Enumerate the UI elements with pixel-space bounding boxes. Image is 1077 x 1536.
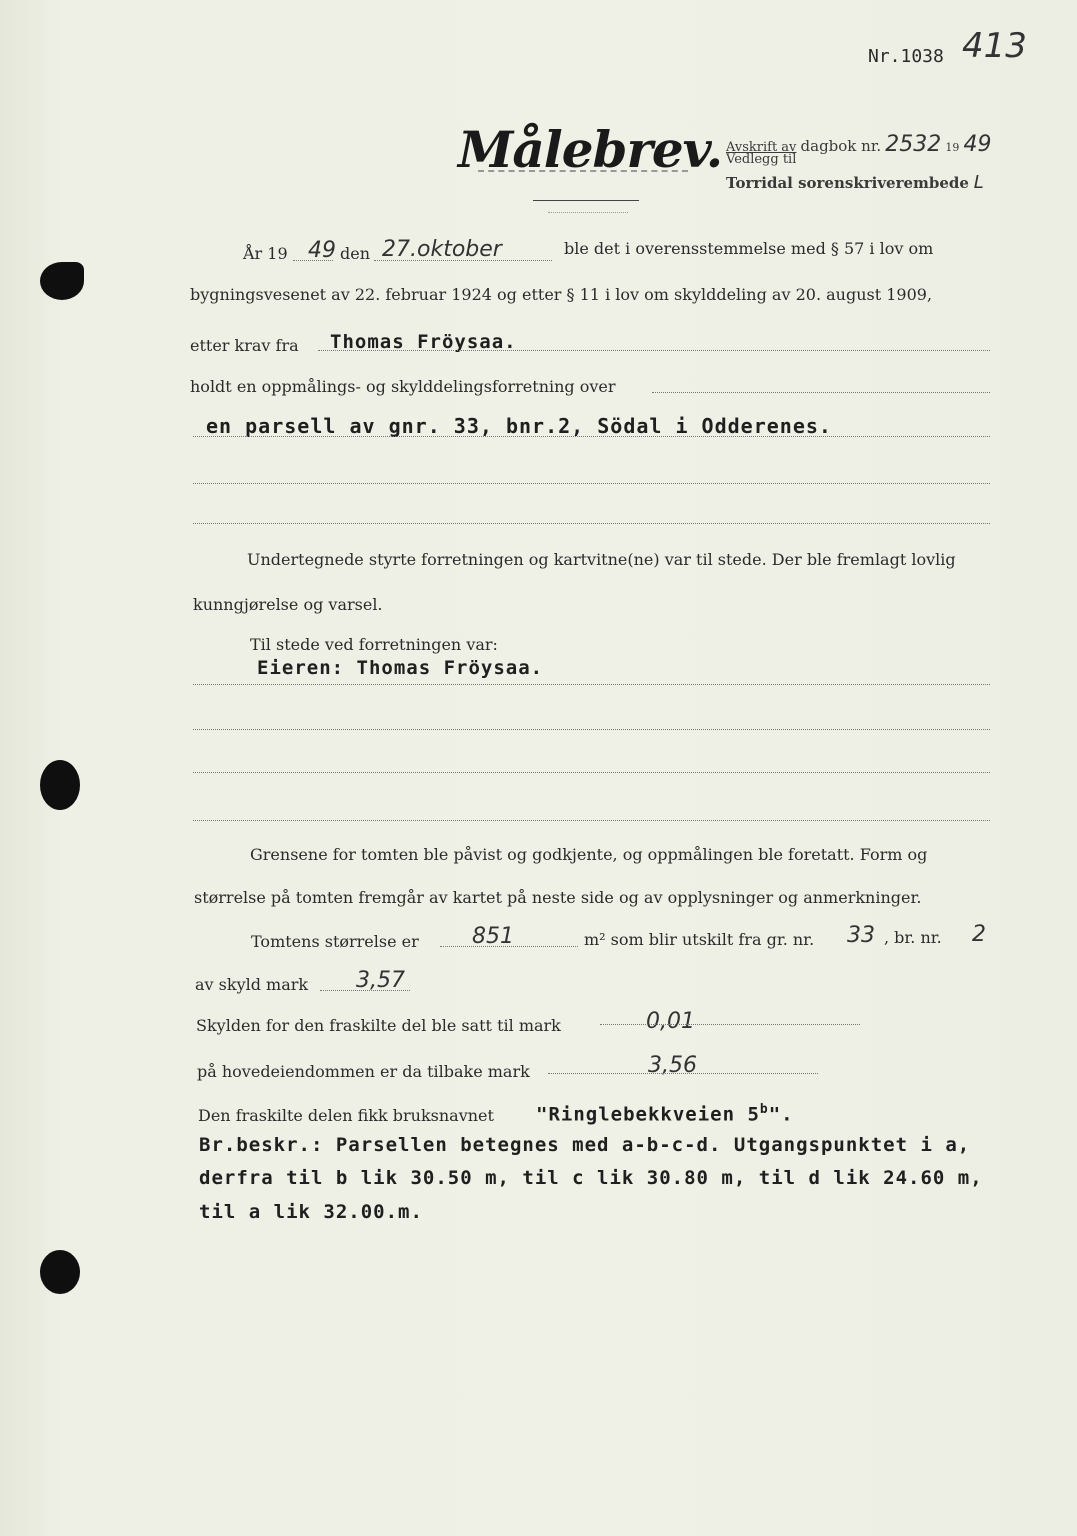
- punch-hole-bottom: [40, 1250, 80, 1294]
- bruksnavn-text: "Ringlebekkveien 5: [536, 1103, 760, 1126]
- hoved-dots: [548, 1073, 818, 1074]
- stamp-line-2: Vedlegg til: [726, 152, 797, 167]
- stamp-year-prefix: 19: [945, 141, 960, 154]
- year-dots: [293, 260, 333, 261]
- title-rule: [533, 200, 639, 201]
- para4-line-1: Grensene for tomten ble påvist og godkjente, og oppmålingen ble foretatt. Form og: [250, 845, 928, 864]
- hoved-value: 3,56: [648, 1053, 697, 1078]
- punch-hole-middle: [40, 760, 80, 810]
- fraskilt-label: Skylden for den fraskilte del ble satt til mark: [196, 1016, 561, 1035]
- hoved-label: på hovedeiendommen er da tilbake mark: [197, 1062, 530, 1081]
- stamp-year: 49: [963, 132, 992, 157]
- present-dots-4: [193, 820, 990, 821]
- skyld-dots: [320, 990, 410, 991]
- present-dots-1: [193, 684, 990, 685]
- stamp-mark: L: [973, 172, 984, 193]
- size-value: 851: [472, 924, 514, 949]
- description-line-1: Br.beskr.: Parsellen betegnes med a-b-c-d. Utgangspunktet i a,: [199, 1134, 971, 1156]
- stamp-line-3: [726, 172, 984, 193]
- date-dots: [374, 260, 552, 261]
- blank-line-1: [193, 483, 990, 484]
- bnr-value: 2: [972, 922, 986, 947]
- bnr-label: , br. nr.: [884, 928, 942, 947]
- description-line-3: til a lik 32.00.m.: [199, 1201, 423, 1223]
- size-unit-label: m² som blir utskilt fra gr. nr.: [584, 930, 815, 949]
- year-handwritten: 49: [308, 238, 336, 263]
- skyld-value: 3,57: [356, 968, 405, 993]
- body-line-1b: den: [340, 244, 371, 263]
- fraskilt-value: 0,01: [646, 1009, 695, 1034]
- gnr-value: 33: [847, 923, 875, 948]
- page-number: 413: [962, 26, 1027, 66]
- title-underline: [478, 170, 688, 172]
- bruksnavn-label: Den fraskilte delen fikk bruksnavnet: [198, 1106, 494, 1125]
- requester-dots: [318, 350, 990, 351]
- body-line-4: holdt en oppmålings- og skylddelingsforretning over: [190, 377, 616, 396]
- bruksnavn-value: [536, 1102, 794, 1125]
- size-label: Tomtens størrelse er: [251, 932, 419, 951]
- document-title: Målebrev.: [458, 120, 723, 179]
- stamp-court: Torridal sorenskriverembede: [726, 174, 969, 192]
- bruksnavn-sup: b: [759, 1102, 769, 1117]
- body-line-1c: ble det i overensstemmelse med § 57 i lov om: [564, 239, 934, 258]
- para2-line-2: kunngjørelse og varsel.: [193, 595, 383, 614]
- present-owner: Eieren: Thomas Fröysaa.: [257, 657, 544, 679]
- stamp-dagbok: dagbok nr.: [800, 137, 882, 155]
- line-4-dots: [652, 392, 990, 393]
- title-rule-2: [548, 212, 628, 213]
- requester-name: Thomas Fröysaa.: [330, 331, 517, 353]
- body-line-1a: År 19: [243, 244, 288, 263]
- stamp-avskrift: Avskrift av: [726, 140, 797, 155]
- para3-line-1: Til stede ved forretningen var:: [250, 635, 498, 654]
- para2-line-1: Undertegnede styrte forretningen og kartvitne(ne) var til stede. Der ble fremlagt lovlig: [247, 550, 956, 569]
- present-dots-2: [193, 729, 990, 730]
- description-line-2: derfra til b lik 30.50 m, til c lik 30.80 m, til d lik 24.60 m,: [199, 1167, 983, 1189]
- stamp-dagbok-number: 2532: [885, 132, 942, 157]
- skyld-label: av skyld mark: [195, 975, 309, 994]
- line-5-dots: [193, 436, 990, 437]
- document-number: Nr.1038: [868, 46, 944, 67]
- punch-hole-top: [40, 262, 84, 300]
- parcel-description: en parsell av gnr. 33, bnr.2, Södal i Odderenes.: [206, 414, 832, 438]
- date-handwritten: 27.oktober: [382, 237, 502, 262]
- bruksnavn-end: ".: [768, 1103, 794, 1126]
- body-line-3a: etter krav fra: [190, 336, 299, 355]
- fraskilt-dots: [600, 1024, 860, 1025]
- size-dots: [440, 946, 578, 947]
- para4-line-2: størrelse på tomten fremgår av kartet på neste side og av opplysninger og anmerkninger.: [194, 888, 922, 907]
- blank-line-2: [193, 523, 990, 524]
- body-line-2: bygningsvesenet av 22. februar 1924 og etter § 11 i lov om skylddeling av 20. august 1909,: [190, 285, 933, 304]
- present-dots-3: [193, 772, 990, 773]
